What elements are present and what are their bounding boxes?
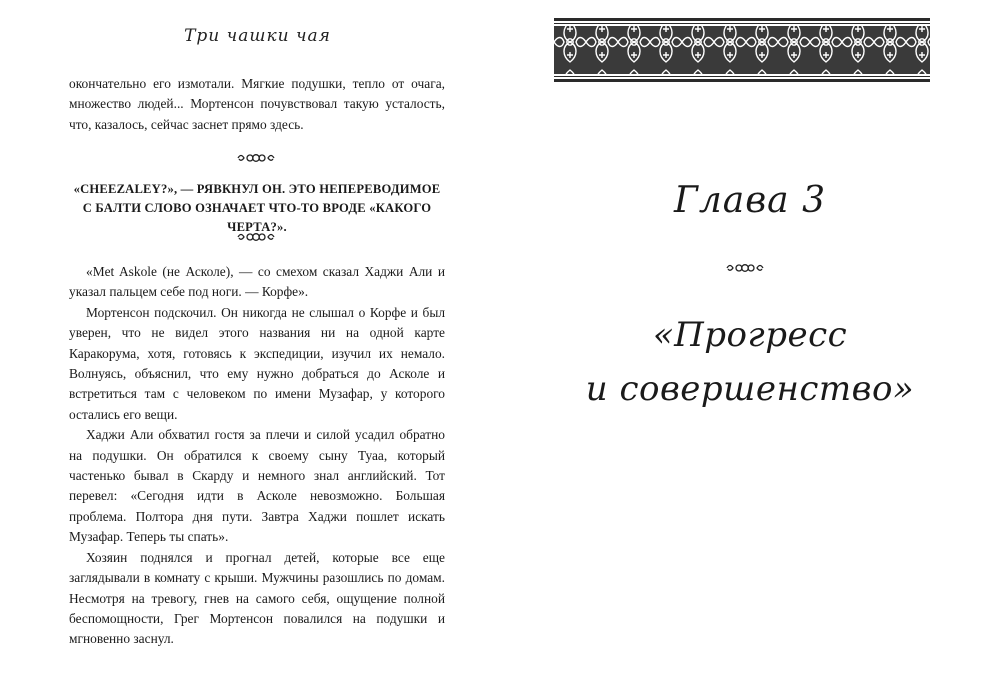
body-text-top (69, 74, 445, 135)
paragraph: «Met Askole (не Асколе), — со смехом сказал Хаджи Али и указал пальцем себе под ноги. — Корфе». (69, 264, 445, 300)
pull-quote-line: «CHEEZALEY?», — РЯВКНУЛ ОН. ЭТО НЕПЕРЕВОДИМОЕ (73, 182, 441, 196)
chapter-label: Глава 3 (674, 180, 826, 221)
paragraph: Хаджи Али обхватил гостя за плечи и силой усадил обратно на подушки. Он обратился к своему сыну Туаа, который частенько бывал в Скарду и немного знал английский. Тот перевел: «Сегодня идти в Асколе невозможно. Большая проблема. Полтора дня пути. Завтра Хаджи пошлет искать Музафар. Теперь ты спать». (69, 427, 445, 545)
paragraph: Мортенсон подскочил. Он никогда не слышал о Корфе и был уверен, что не видел этого названия ни на одной карте Каракорума, хотя, готовясь к экспедиции, изучил их немало. Волнуясь, объяснил, что ему нужно добраться до Асколе и встретиться там с человеком по имени Музафар, у которого остались его вещи. (69, 304, 445, 422)
arabesque-band-ornament (554, 18, 930, 82)
flourish-icon (725, 261, 765, 275)
flourish-icon (236, 230, 276, 244)
pull-quote (69, 180, 445, 237)
chapter-title-line: «Прогресс (652, 315, 848, 355)
paragraph: окончательно его измотали. Мягкие подушки, тепло от очага, множество людей... Мортенсон почувствовал такую усталость, что, казалось, сейчас заснет прямо здесь. (69, 76, 445, 132)
running-head: Три чашки чая (184, 26, 331, 46)
paragraph: Хозяин поднялся и прогнал детей, которые все еще заглядывали в комнату с крыши. Мужчины разошлись по домам. Несмотря на тревогу, гнев на самого себя, ощущение полной беспомощности, Грег Мортенсон повалился на подушки и мгновенно заснул. (69, 549, 445, 647)
chapter-title (560, 308, 940, 416)
flourish-icon (236, 151, 276, 165)
chapter-title-line: и совершенство» (585, 369, 915, 409)
body-text-main (69, 262, 445, 650)
right-page (500, 0, 1000, 678)
pull-quote-line: С БАЛТИ СЛОВО ОЗНАЧАЕТ ЧТО-ТО ВРОДЕ «КАКОГО ЧЕРТА?». (82, 201, 432, 234)
